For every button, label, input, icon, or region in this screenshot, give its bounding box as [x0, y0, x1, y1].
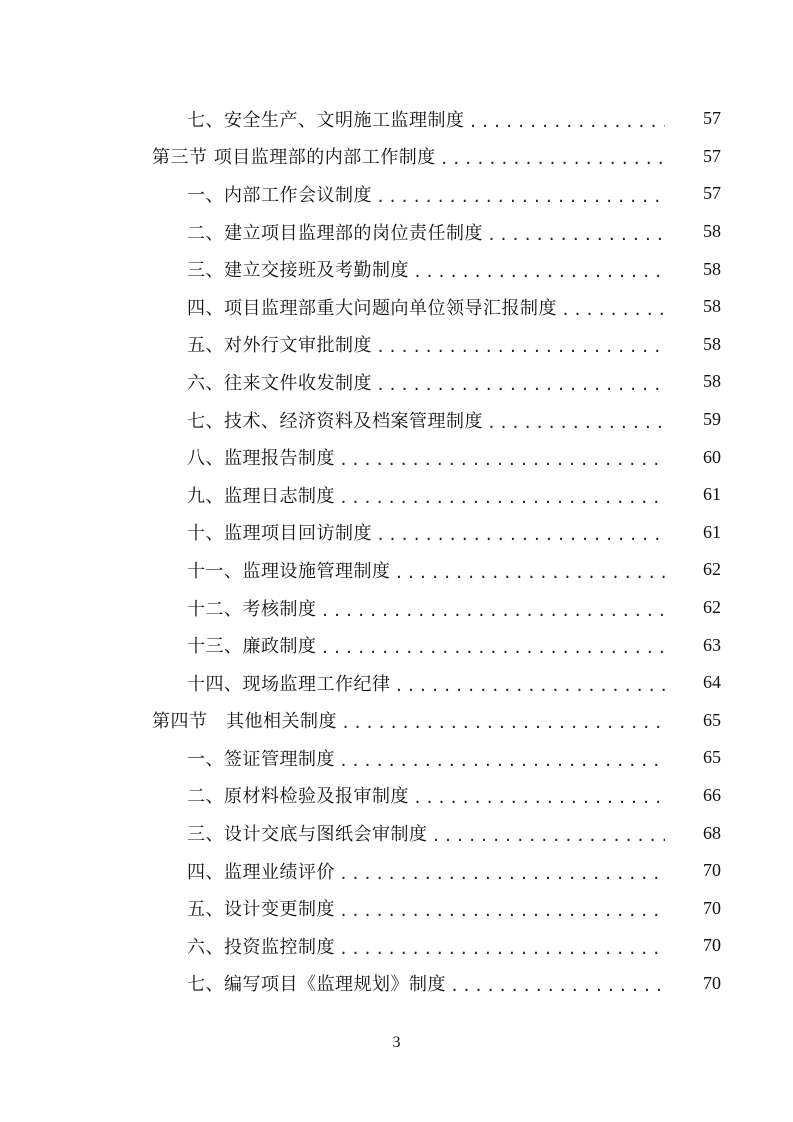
toc-entry-line	[187, 933, 721, 959]
toc-entry-line	[187, 670, 721, 696]
toc-entry[interactable]	[0, 213, 793, 251]
toc-entry-line	[187, 632, 721, 658]
toc-entry-line	[187, 369, 721, 395]
toc-entry-page: 58	[703, 296, 721, 317]
toc-entry-line	[187, 519, 721, 545]
toc-entry-line	[152, 143, 721, 169]
toc-section-heading[interactable]	[0, 138, 793, 176]
toc-entry-line	[187, 106, 721, 132]
toc-entry-title: 七、编写项目《监理规划》制度	[187, 974, 446, 996]
toc-entry-title: 十三、廉政制度	[187, 636, 317, 658]
toc-entry-page: 62	[703, 559, 721, 580]
toc-entry[interactable]	[0, 288, 793, 326]
dot-leader	[395, 677, 666, 695]
toc-entry-line	[187, 331, 721, 357]
toc-entry[interactable]	[0, 175, 793, 213]
toc-entry-line	[187, 181, 721, 207]
toc-entry-line	[187, 595, 721, 621]
page-number: 3	[392, 1034, 401, 1051]
dot-leader	[339, 451, 665, 469]
dot-leader	[339, 752, 665, 770]
dot-leader	[469, 113, 666, 131]
dot-leader	[321, 639, 666, 657]
toc-entry[interactable]	[0, 514, 793, 552]
toc-entry-page: 58	[703, 333, 721, 354]
dot-leader	[376, 526, 665, 544]
toc-entry-page: 57	[703, 145, 721, 166]
toc-entry-page: 57	[703, 108, 721, 129]
toc-entry-line	[187, 782, 721, 808]
toc-entry[interactable]	[0, 889, 793, 927]
toc-entry-title: 二、原材料检验及报审制度	[187, 786, 409, 808]
toc-entry-page: 59	[703, 409, 721, 430]
toc-entry-page: 60	[703, 446, 721, 467]
toc-entry-page: 68	[703, 822, 721, 843]
toc-entry-title: 十四、现场监理工作纪律	[187, 673, 391, 695]
dot-leader	[341, 714, 665, 732]
dot-leader	[339, 902, 665, 920]
toc-entry-page: 70	[703, 860, 721, 881]
toc-entry-page: 66	[703, 784, 721, 805]
toc-entry-line	[187, 858, 721, 884]
toc-entry-line	[187, 820, 721, 846]
toc-entry-page: 70	[703, 972, 721, 993]
toc-entry-page: 65	[703, 709, 721, 730]
toc-section-heading[interactable]	[0, 702, 793, 740]
toc-entry-title: 三、设计交底与图纸会审制度	[187, 824, 428, 846]
toc-entry-line	[187, 482, 721, 508]
toc-entry-page: 70	[703, 935, 721, 956]
toc-entry-page: 62	[703, 597, 721, 618]
toc-entry-page: 65	[703, 747, 721, 768]
dot-leader	[487, 226, 665, 244]
dot-leader	[376, 376, 665, 394]
toc-entry[interactable]	[0, 965, 793, 1003]
toc-entry-page: 70	[703, 897, 721, 918]
toc-entry[interactable]	[0, 739, 793, 777]
toc-entry-page: 61	[703, 484, 721, 505]
dot-leader	[440, 150, 665, 168]
toc-entry-title: 十二、考核制度	[187, 598, 317, 620]
dot-leader	[450, 977, 665, 995]
toc-entry-title: 第四节 其他相关制度	[152, 711, 337, 733]
toc-entry-line	[187, 745, 721, 771]
toc-entry-title: 一、内部工作会议制度	[187, 184, 372, 206]
toc-entry-page: 58	[703, 371, 721, 392]
dot-leader	[339, 489, 665, 507]
toc-entry[interactable]	[0, 100, 793, 138]
toc-entry-page: 63	[703, 634, 721, 655]
toc-entry[interactable]	[0, 777, 793, 815]
toc-entry-line	[187, 895, 721, 921]
toc-entry-title: 五、设计变更制度	[187, 899, 335, 921]
toc-entry[interactable]	[0, 401, 793, 439]
toc-entry-line	[187, 219, 721, 245]
dot-leader	[413, 263, 665, 281]
dot-leader	[339, 865, 665, 883]
toc-entry-title: 四、项目监理部重大问题向单位领导汇报制度	[187, 297, 557, 319]
dot-leader	[395, 564, 666, 582]
dot-leader	[413, 789, 665, 807]
toc-entry[interactable]	[0, 664, 793, 702]
toc-entry-title: 三、建立交接班及考勤制度	[187, 260, 409, 282]
toc-entry[interactable]	[0, 626, 793, 664]
toc-entry[interactable]	[0, 551, 793, 589]
toc-entry-title: 一、签证管理制度	[187, 748, 335, 770]
dot-leader	[376, 338, 665, 356]
toc-entry-title: 五、对外行文审批制度	[187, 335, 372, 357]
toc-entry-title: 十一、监理设施管理制度	[187, 560, 391, 582]
toc-entry-page: 61	[703, 521, 721, 542]
toc-entry-title: 第三节 项目监理部的内部工作制度	[152, 147, 436, 169]
toc-entry[interactable]	[0, 363, 793, 401]
dot-leader	[432, 827, 666, 845]
toc-entry-page: 58	[703, 221, 721, 242]
toc-entry-title: 二、建立项目监理部的岗位责任制度	[187, 222, 483, 244]
toc-entry[interactable]	[0, 852, 793, 890]
toc-entry-line	[187, 444, 721, 470]
toc-entry-title: 七、技术、经济资料及档案管理制度	[187, 410, 483, 432]
toc-entry-title: 九、监理日志制度	[187, 485, 335, 507]
toc-entry[interactable]	[0, 250, 793, 288]
dot-leader	[561, 301, 665, 319]
toc-entry-title: 六、投资监控制度	[187, 936, 335, 958]
toc-entry-title: 六、往来文件收发制度	[187, 372, 372, 394]
toc-entry[interactable]	[0, 326, 793, 364]
toc-entry-title: 八、监理报告制度	[187, 448, 335, 470]
toc-entry-page: 57	[703, 183, 721, 204]
toc-entry-line	[187, 557, 721, 583]
toc-entry-line	[187, 970, 721, 996]
toc-entry[interactable]	[0, 589, 793, 627]
toc-entry[interactable]	[0, 927, 793, 965]
toc-entry-page: 58	[703, 258, 721, 279]
toc-entry-line	[187, 294, 721, 320]
toc-entry[interactable]	[0, 438, 793, 476]
dot-leader	[321, 602, 666, 620]
dot-leader	[376, 188, 665, 206]
dot-leader	[487, 414, 665, 432]
toc-entry-title: 十、监理项目回访制度	[187, 523, 372, 545]
toc-entry[interactable]	[0, 476, 793, 514]
toc-entry-title: 四、监理业绩评价	[187, 861, 335, 883]
dot-leader	[339, 940, 665, 958]
toc-entry-line	[187, 407, 721, 433]
toc-entry-title: 七、安全生产、文明施工监理制度	[187, 109, 465, 131]
toc-entry-line	[187, 256, 721, 282]
toc-entry-line	[152, 707, 721, 733]
table-of-contents	[0, 100, 793, 1002]
toc-entry-page: 64	[703, 672, 721, 693]
toc-entry[interactable]	[0, 814, 793, 852]
